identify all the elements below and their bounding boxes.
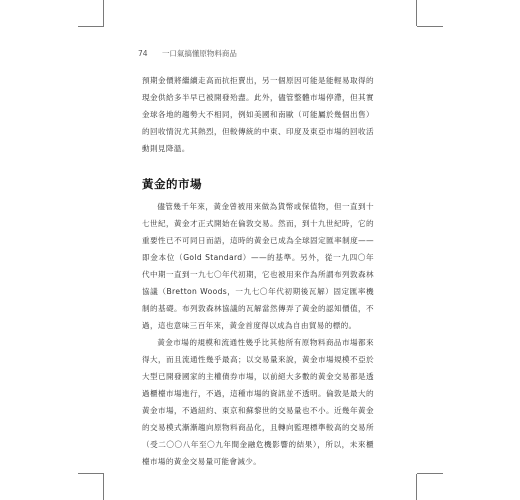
crop-mark-top-right-horizontal	[417, 26, 443, 27]
body-paragraph-2: 黃金市場的規模和流通性幾乎比其他所有原物料商品市場都來得大，而且流通性幾乎最高；以交易量來說，黃金市場規模不亞於大型已開發國家的主權債券市場，以前絕大多數的黃金交易都是透過櫃檯市場進行，不過，這種市場的資訊並不透明。倫敦是最大的黃金市場，不過紐約、東京和蘇黎世的交易量也不小。近幾年黃金的交易模式漸漸趨向原物料商品化，且轉向監理標準較高的交易所（受二〇〇八年至〇九年間金融危機影響的結果），所以，未來櫃檯市場的黃金交易量可能會減少。	[142, 338, 374, 466]
page-header	[138, 48, 237, 59]
intro-paragraph-block	[142, 72, 374, 157]
body-paragraph-1: 儘管幾千年來，黃金曾被用來做為貨幣或保值物，但一直到十七世紀，黃金才正式開始在倫敦交易。然而，到十九世紀時，它的重要性已不可同日而語，這時的黃金已成為全球固定匯率制度——即金本位（Gold Standard）——的基準。另外，從一九四〇年代中期一直到一九七〇年代初期，它也被用來作為所謂布列敦森林協議（Bretton Woods，一九七〇年代初期後瓦解）固定匯率機制的基礎。布列敦森林協議的瓦解當然傳弄了黃金的認知價值，不過，這也意味三百年來，黃金首度得以成為自由貿易的標的。	[142, 202, 374, 330]
crop-mark-bottom-right-vertical	[416, 474, 417, 500]
crop-mark-bottom-left-horizontal	[78, 473, 104, 474]
crop-mark-bottom-left-vertical	[103, 474, 104, 500]
crop-mark-top-right-vertical	[416, 0, 417, 26]
body-block	[142, 198, 374, 470]
book-title: 一口氣搞懂原物料商品	[161, 49, 237, 58]
intro-paragraph: 預期金價將繼續走高而抗拒賣出，另一個原因可能是能輕易取得的現金供給多半早已被開發殆盡。此外，儘管整體市場停滯，但其實金球各地的趨勢大不相同，例如美國和南歐（可能屬於幾個出售）的回收情況尤其熱烈，但較傳統的中東、印度及東亞市場的回收活動則見降溫。	[142, 76, 374, 153]
section-title: 黃金的市場	[142, 177, 202, 191]
crop-mark-top-left-vertical	[103, 0, 104, 26]
crop-mark-bottom-right-horizontal	[417, 473, 443, 474]
crop-mark-top-left-horizontal	[78, 26, 104, 27]
page-number: 74	[138, 49, 148, 58]
